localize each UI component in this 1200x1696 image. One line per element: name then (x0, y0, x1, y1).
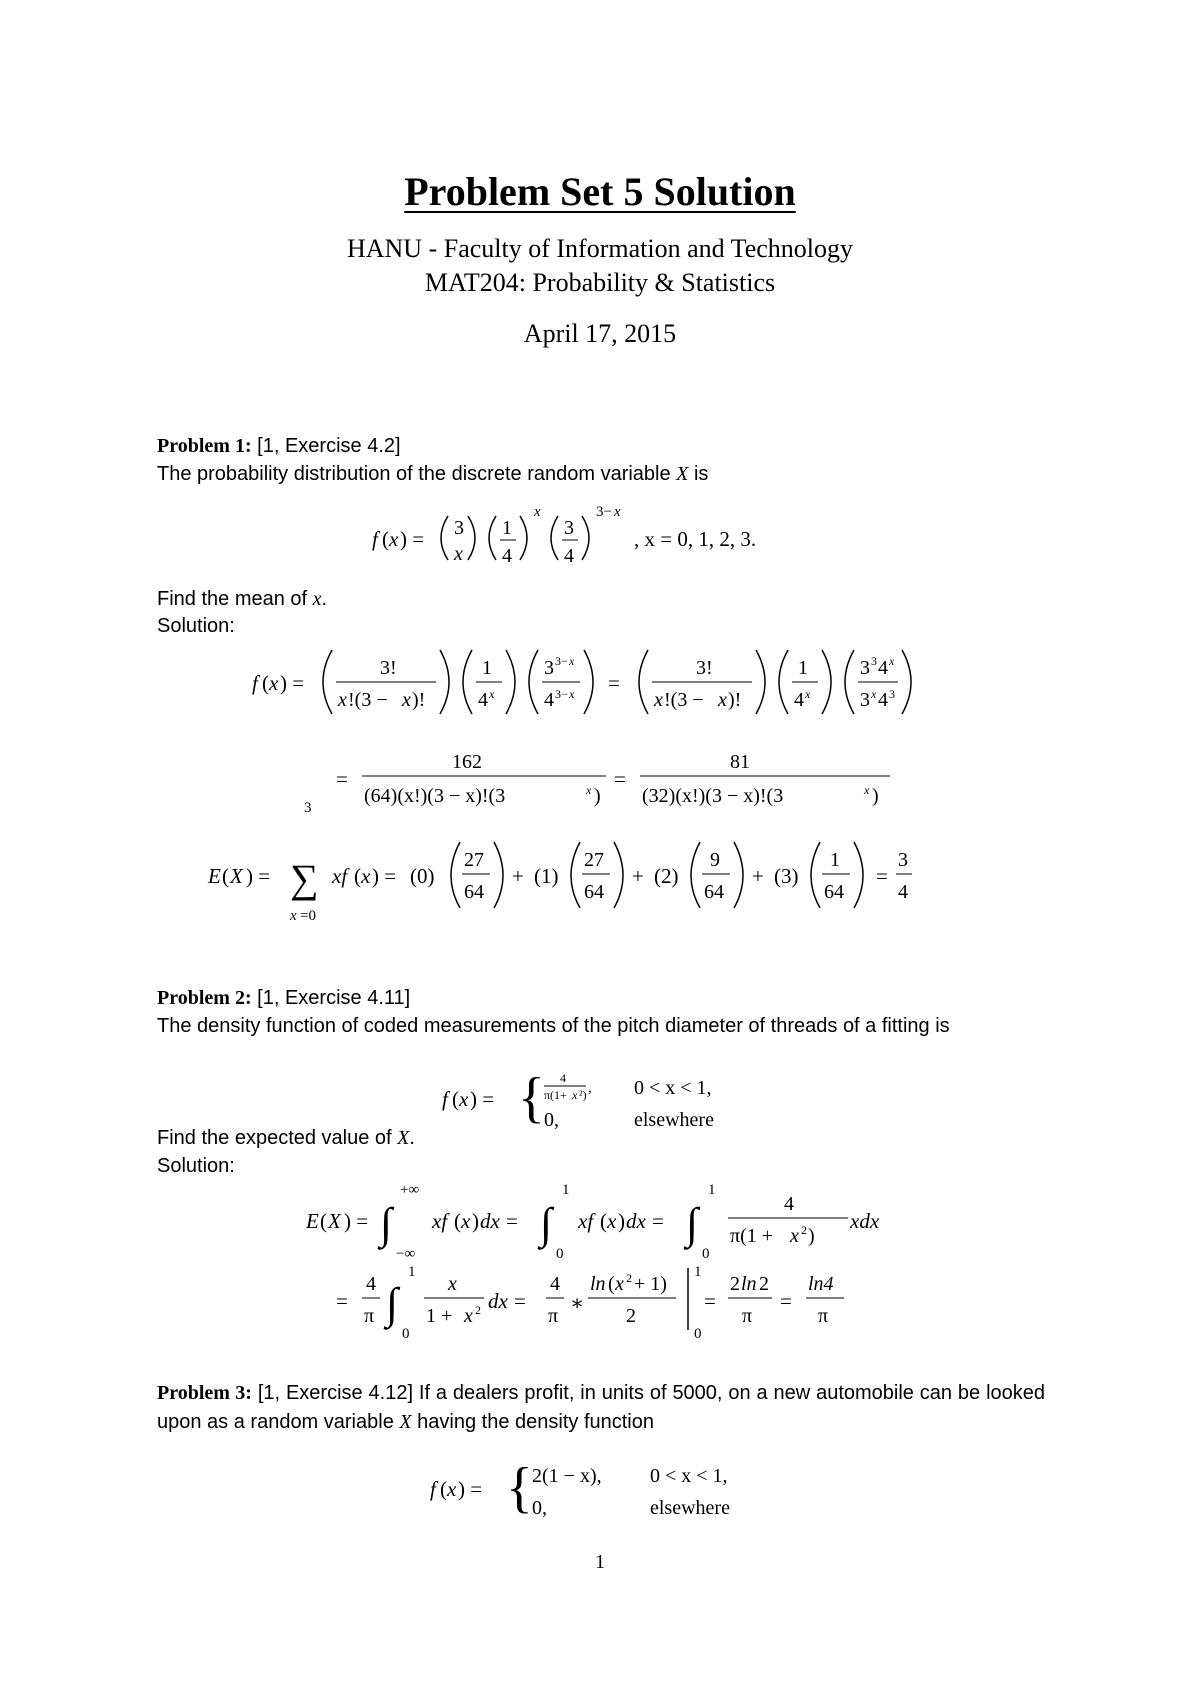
svg-text:) =: ) = (400, 527, 425, 551)
svg-text:ln: ln (741, 1273, 757, 1295)
question-text: . (409, 1127, 415, 1149)
svg-text:(: ( (600, 1209, 607, 1233)
svg-text:X: X (230, 864, 243, 888)
fraction-numerator: 81 (730, 751, 750, 773)
svg-text:0: 0 (694, 1326, 702, 1342)
question-text: . (321, 588, 328, 610)
svg-text:3: 3 (454, 517, 464, 539)
coefficient: (0) (410, 864, 435, 888)
svg-text:1: 1 (708, 1182, 716, 1198)
case-value: 0, (532, 1497, 547, 1519)
svg-text:X: X (328, 1209, 341, 1233)
svg-text:x: x (572, 1088, 578, 1102)
svg-text:xdx: xdx (850, 1209, 880, 1233)
fraction-numerator: 162 (452, 751, 482, 773)
course-line: MAT204: Probability & Statistics (424, 268, 776, 297)
question-text: Find the mean of (157, 588, 308, 610)
result-numerator: 3 (898, 849, 908, 871)
svg-text:x: x (290, 908, 297, 924)
svg-text:0: 0 (702, 1246, 710, 1262)
svg-text:(: ( (454, 1209, 461, 1233)
problem-1-heading (157, 432, 401, 460)
p1-solution-derivation (208, 640, 990, 940)
p1-pmf-formula (370, 500, 830, 578)
problem-1-statement (157, 460, 708, 488)
svg-text:dx: dx (488, 1289, 508, 1313)
svg-text:∫: ∫ (380, 1199, 393, 1248)
svg-text:xf: xf (432, 1209, 448, 1233)
svg-text:xf: xf (332, 864, 348, 888)
svg-text:x: x (361, 864, 371, 888)
svg-text:3: 3 (860, 657, 870, 679)
svg-text:ln: ln (590, 1273, 606, 1295)
svg-text:(: ( (382, 527, 389, 551)
svg-text:): ) (472, 1209, 479, 1233)
problem-label: Problem 3: (157, 1382, 252, 1404)
svg-text:x: x (615, 1273, 624, 1295)
svg-text:4: 4 (502, 545, 512, 567)
svg-text:x: x (654, 689, 663, 711)
statement-variable: X (676, 463, 689, 485)
problem-2-heading (157, 984, 410, 1012)
svg-text:4: 4 (478, 689, 488, 711)
problem-2-solution-label: Solution: (157, 1155, 235, 1177)
svg-text:π: π (364, 1305, 375, 1327)
pmf-domain: , x = 0, 1, 2, 3. (634, 527, 757, 551)
svg-text:4: 4 (878, 657, 888, 679)
svg-text:2: 2 (759, 1273, 769, 1295)
svg-text:3: 3 (860, 689, 870, 711)
svg-text:3: 3 (304, 800, 312, 816)
svg-text:=: = (780, 1289, 792, 1313)
svg-text:!(3 −: !(3 − (348, 689, 388, 711)
svg-text:=: = (704, 1289, 716, 1313)
case-value: 0, (544, 1109, 559, 1131)
svg-text:1: 1 (562, 1182, 570, 1198)
svg-text:x: x (569, 687, 575, 701)
svg-text:) =: ) = (470, 1087, 495, 1111)
svg-text:∗: ∗ (570, 1291, 585, 1315)
svg-text:+: + (512, 864, 524, 888)
fraction-numerator: 27 (464, 849, 484, 871)
svg-text:x: x (871, 687, 877, 701)
p2-solution-derivation (300, 1180, 940, 1350)
svg-text:): ) (872, 785, 879, 807)
svg-text:): ) (618, 1209, 625, 1233)
svg-text:0: 0 (556, 1246, 564, 1262)
svg-text:x: x (338, 689, 347, 711)
svg-text:)!: )! (728, 689, 742, 711)
svg-text:E: E (306, 1209, 319, 1233)
institution-line: HANU - Faculty of Information and Technology (346, 234, 854, 263)
problem-label: Problem 2: (157, 987, 252, 1009)
svg-text:x: x (586, 783, 592, 797)
svg-text:x: x (461, 1209, 471, 1233)
svg-text:f: f (372, 527, 378, 551)
coefficient: (1) (534, 864, 559, 888)
svg-text:x: x (864, 783, 870, 797)
statement-text: is (693, 463, 709, 485)
statement-text: The probability distribution of the discrete random variable (157, 463, 671, 485)
fraction-numerator: 1 (830, 849, 840, 871)
svg-text:) =: ) = (246, 864, 271, 888)
svg-text:2: 2 (626, 1305, 636, 1327)
fraction-denominator: (32)(x!)(3 − x)!(3 (642, 785, 784, 807)
svg-text:(: ( (222, 864, 229, 888)
case-condition: elsewhere (650, 1497, 730, 1519)
svg-text:x: x (718, 689, 727, 711)
problem-3-block (157, 1379, 1045, 1437)
svg-text:{: { (506, 1457, 533, 1519)
svg-text:=: = (336, 1289, 348, 1313)
svg-text:1: 1 (408, 1264, 416, 1280)
svg-text:(: ( (440, 1477, 447, 1501)
problem-2-statement: The density function of coded measurements of the pitch diameter of threads of a fitting is (157, 1015, 950, 1037)
svg-text:2: 2 (730, 1273, 740, 1295)
page-number: 1 (595, 1551, 605, 1573)
svg-text:x: x (448, 1273, 457, 1295)
svg-text:1: 1 (502, 517, 512, 539)
svg-text:+: + (752, 864, 764, 888)
svg-text:xf: xf (578, 1209, 594, 1233)
svg-text:∫: ∫ (540, 1199, 553, 1248)
svg-text:x: x (464, 1305, 473, 1327)
svg-text:f: f (430, 1477, 436, 1501)
problem-reference: [1, Exercise 4.11] (257, 987, 411, 1009)
svg-text:4: 4 (878, 689, 888, 711)
svg-text:4: 4 (560, 1071, 566, 1085)
svg-text:3: 3 (564, 517, 574, 539)
problem-reference: [1, Exercise 4.2] (257, 435, 401, 457)
svg-text:x: x (489, 687, 495, 701)
svg-text:+∞: +∞ (400, 1182, 420, 1198)
svg-text:x: x (607, 1209, 617, 1233)
svg-text:x: x (459, 1087, 469, 1111)
svg-text:) =: ) = (344, 1209, 369, 1233)
svg-text:4: 4 (564, 545, 574, 567)
p2-density-formula (440, 1066, 780, 1136)
fraction-denominator: 64 (824, 881, 844, 903)
page-title: Problem Set 5 Solution (404, 169, 796, 214)
svg-text:2: 2 (475, 1303, 481, 1317)
svg-text:) =: ) = (458, 1477, 483, 1501)
svg-text:{: { (518, 1067, 545, 1129)
svg-text:=: = (876, 864, 888, 888)
svg-text:4: 4 (366, 1273, 376, 1295)
problem-2-question (157, 1124, 415, 1152)
question-text: Find the expected value of (157, 1127, 392, 1149)
svg-text:4: 4 (784, 1193, 794, 1215)
svg-text:3: 3 (871, 654, 877, 668)
svg-text:x: x (402, 689, 411, 711)
svg-text:(: ( (608, 1273, 615, 1295)
svg-text:): ) (808, 1225, 815, 1247)
problem-1-question (157, 585, 327, 613)
svg-text:x: x (534, 504, 541, 520)
svg-text:(: ( (262, 671, 269, 695)
svg-text:x: x (790, 1225, 799, 1247)
svg-text:=: = (336, 767, 348, 791)
svg-text:f: f (252, 671, 258, 695)
case-value: 2(1 − x), (532, 1465, 602, 1487)
svg-text:x: x (454, 543, 463, 565)
svg-text:4: 4 (544, 689, 554, 711)
svg-text:3: 3 (544, 657, 554, 679)
svg-text:1: 1 (694, 1264, 702, 1280)
svg-text:4: 4 (794, 689, 804, 711)
svg-text:0: 0 (402, 1326, 410, 1342)
case-condition: 0 < x < 1, (634, 1077, 712, 1099)
svg-text:4: 4 (550, 1273, 560, 1295)
case-condition: 0 < x < 1, (650, 1465, 728, 1487)
svg-text:2: 2 (801, 1223, 807, 1237)
svg-text:=: = (614, 767, 626, 791)
svg-text:dx: dx (626, 1209, 646, 1233)
svg-text:(: ( (452, 1087, 459, 1111)
statement-text: If a dealers profit, in units of 5000, on a new automobile can be looked upon as a random variable (157, 1382, 1046, 1433)
svg-text:)!: )! (412, 689, 426, 711)
svg-text:1: 1 (798, 657, 808, 679)
statement-variable: X (399, 1411, 412, 1433)
svg-text:3!: 3! (380, 657, 397, 679)
svg-text:3−: 3− (555, 654, 568, 668)
svg-text:3: 3 (889, 687, 895, 701)
fraction-denominator: 64 (704, 881, 724, 903)
p3-density-formula (428, 1454, 788, 1526)
svg-text:,: , (588, 1080, 592, 1096)
date-line: April 17, 2015 (523, 319, 677, 348)
svg-text:1: 1 (482, 657, 492, 679)
svg-text:dx: dx (480, 1209, 500, 1233)
fraction-denominator: (64)(x!)(3 − x)!(3 (364, 785, 506, 807)
svg-text:π: π (742, 1305, 753, 1327)
fraction-numerator: 27 (584, 849, 604, 871)
svg-text:(: ( (354, 864, 361, 888)
problem-label: Problem 1: (157, 435, 252, 457)
svg-text:) =: ) = (372, 864, 397, 888)
result-denominator: 4 (898, 881, 908, 903)
svg-text:E: E (208, 864, 221, 888)
question-variable: x (312, 588, 322, 610)
svg-text:3!: 3! (696, 657, 713, 679)
fraction-denominator: 64 (464, 881, 484, 903)
svg-text:x: x (805, 687, 811, 701)
svg-text:π(1 +: π(1 + (730, 1225, 774, 1247)
svg-text:f: f (442, 1087, 448, 1111)
svg-text:x: x (889, 654, 895, 668)
case-condition: elsewhere (634, 1109, 714, 1131)
coefficient: (3) (774, 864, 799, 888)
question-variable: X (397, 1127, 410, 1149)
svg-text:=: = (652, 1209, 664, 1233)
svg-text:+ 1): + 1) (634, 1273, 667, 1295)
svg-text:x: x (389, 527, 399, 551)
svg-text:x: x (614, 504, 621, 520)
coefficient: (2) (654, 864, 679, 888)
svg-text:): ) (594, 785, 601, 807)
fraction-numerator: 9 (710, 849, 720, 871)
svg-text:x: x (447, 1477, 457, 1501)
svg-text:π: π (548, 1305, 559, 1327)
svg-text:=: = (506, 1209, 518, 1233)
svg-text:!(3 −: !(3 − (664, 689, 704, 711)
svg-text:) =: ) = (280, 671, 305, 695)
svg-text:=: = (608, 671, 620, 695)
problem-reference: [1, Exercise 4.12] (257, 1382, 414, 1404)
svg-text:−∞: −∞ (396, 1246, 416, 1262)
svg-text:π: π (818, 1305, 829, 1327)
svg-text:²): ²) (579, 1088, 587, 1102)
svg-text:∫: ∫ (386, 1279, 399, 1328)
svg-text:∫: ∫ (686, 1199, 699, 1248)
fraction-denominator: 64 (584, 881, 604, 903)
svg-text:3−: 3− (555, 687, 568, 701)
statement-text: having the density function (417, 1411, 654, 1433)
svg-text:+: + (632, 864, 644, 888)
svg-text:x: x (569, 654, 575, 668)
svg-text:=0: =0 (300, 908, 316, 924)
svg-text:=: = (514, 1289, 526, 1313)
problem-1-solution-label: Solution: (157, 615, 235, 637)
svg-text:2: 2 (626, 1271, 632, 1285)
final-result: ln4 (808, 1273, 834, 1295)
svg-text:π(1+: π(1+ (544, 1088, 567, 1102)
svg-text:(: ( (320, 1209, 327, 1233)
svg-text:3−: 3− (596, 504, 612, 520)
svg-text:1 +: 1 + (426, 1305, 453, 1327)
svg-text:∑: ∑ (290, 856, 319, 901)
svg-text:x: x (269, 671, 279, 695)
